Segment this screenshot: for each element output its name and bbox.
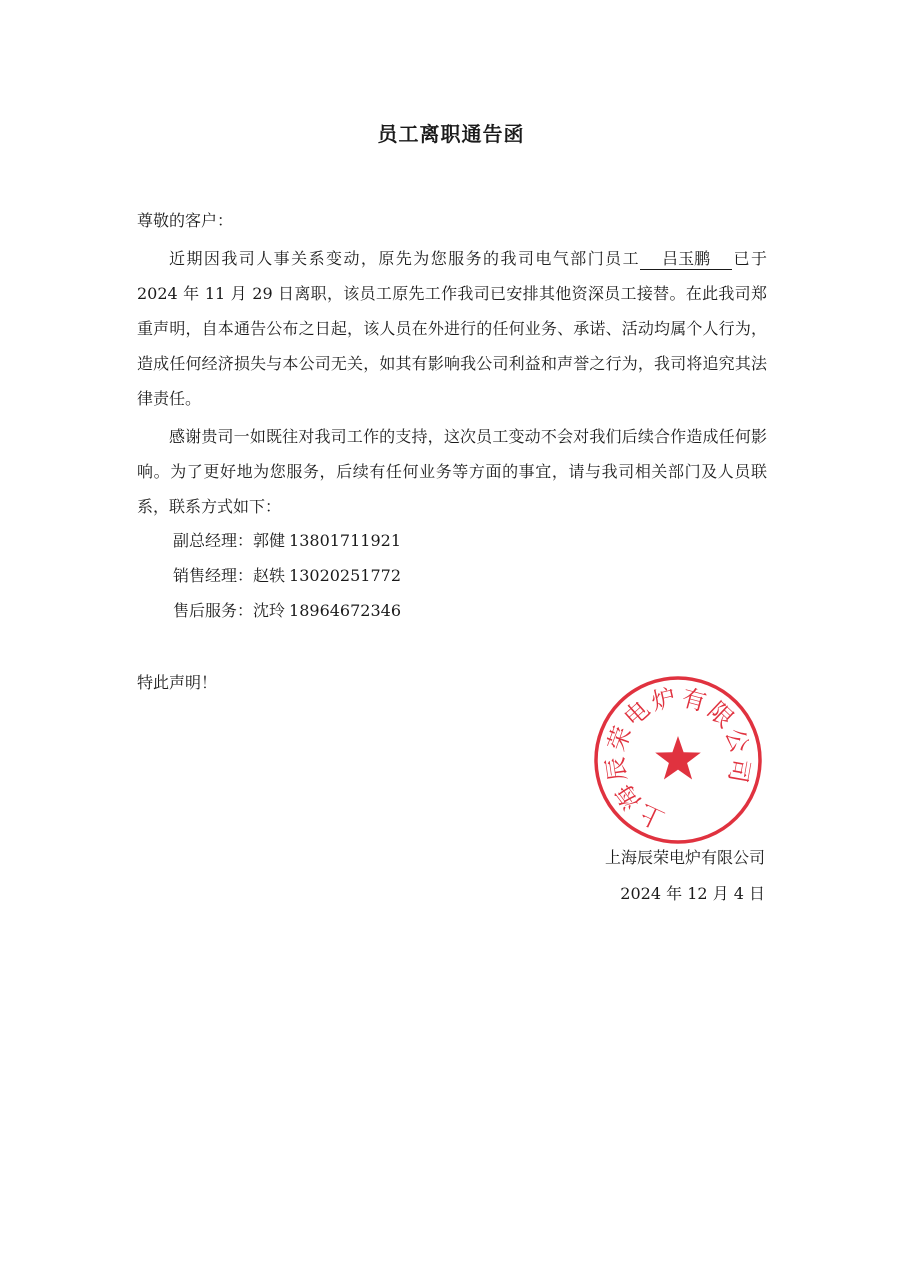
contact-name: 郭健 xyxy=(253,531,286,550)
paragraph-thanks: 感谢贵司一如既往对我司工作的支持，这次员工变动不会对我们后续合作造成任何影响。为了更好地为您服务，后续有任何业务等方面的事宜，请与我司相关部门及人员联系，联系方式如下： xyxy=(137,427,767,516)
seal-character: 海 xyxy=(609,779,647,816)
employee-name: 吕玉鹏 xyxy=(640,249,732,270)
signature-company: 上海辰荣电炉有限公司 xyxy=(604,848,765,867)
seal-character: 司 xyxy=(723,756,755,786)
contact-name: 赵轶 xyxy=(253,566,286,585)
paragraph-1-rest: 已于 2024 年 11 月 29 日离职，该员工原先工作我司已安排其他资深员工接替。在此我司郑重声明，自本通告公布之日起，该人员在外进行的任何业务、承诺、活动均属个人行为，造成任何经济损失与本公司无关，如其有影响我公司利益和声誉之行为，我司将追究其法律责任。 xyxy=(137,249,767,408)
company-seal-stamp xyxy=(592,674,764,846)
seal-character: 辰 xyxy=(601,755,633,783)
contact-role: 副总经理： xyxy=(173,531,254,550)
contact-role: 销售经理： xyxy=(173,566,254,585)
closing-statement: 特此声明！ xyxy=(137,673,218,692)
contact-name: 沈玲 xyxy=(253,601,286,620)
paragraph-1-lead: 近期因我司人事关系变动，原先为您服务的我司电气部门员工 xyxy=(169,249,641,268)
paragraph-departure-notice xyxy=(137,241,767,416)
seal-character: 上 xyxy=(635,798,669,834)
seal-character: 有 xyxy=(678,683,710,717)
contact-row xyxy=(173,525,401,557)
contact-row xyxy=(173,595,401,627)
contact-phone: 13020251772 xyxy=(289,566,402,585)
salutation: 尊敬的客户： xyxy=(137,211,234,230)
contact-phone: 18964672346 xyxy=(289,601,402,620)
signature-date: 2024 年 12 月 4 日 xyxy=(620,884,765,903)
seal-character: 限 xyxy=(702,696,739,734)
document-title: 员工离职通告函 xyxy=(377,122,525,146)
seal-character: 荣 xyxy=(602,722,637,755)
seal-character: 炉 xyxy=(648,683,679,717)
contact-phone: 13801711921 xyxy=(289,531,402,550)
contact-row xyxy=(173,560,401,592)
contact-role: 售后服务： xyxy=(173,601,254,620)
seal-character: 电 xyxy=(618,695,656,733)
seal-star-icon xyxy=(655,736,701,780)
seal-character: 公 xyxy=(719,724,754,757)
